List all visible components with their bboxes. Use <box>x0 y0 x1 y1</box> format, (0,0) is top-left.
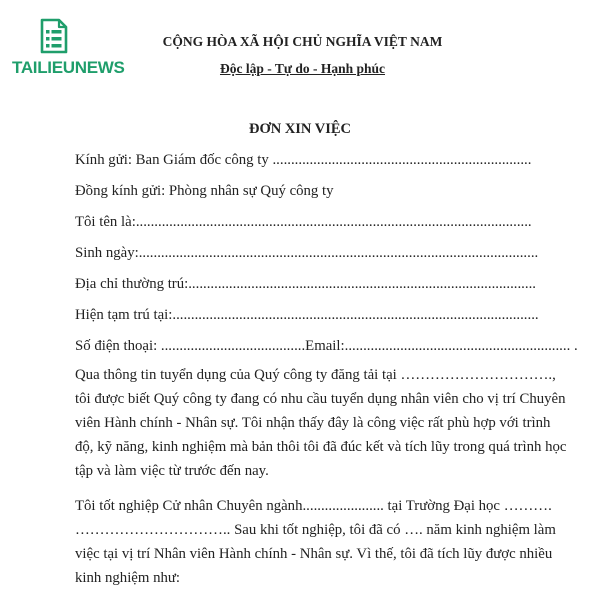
document-title: ĐƠN XIN VIỆC <box>248 121 352 137</box>
logo-text: TAILIEUNEWS <box>12 58 125 77</box>
field-sinh-ngay: Sinh ngày:............................................................................................................ <box>75 245 539 261</box>
paragraph-line: kinh nghiệm như: <box>75 570 181 586</box>
paragraph-line: tôi được biết Quý công ty đang có nhu cầu tuyển dụng nhân viên cho vị trí Chuyên <box>75 391 566 407</box>
paragraph-line: tập và làm việc từ trước đến nay. <box>75 463 269 479</box>
field-dong-kinh-gui: Đồng kính gửi: Phòng nhân sự Quý công ty <box>75 183 334 199</box>
motto-heading: Độc lập - Tự do - Hạnh phúc <box>219 61 386 76</box>
logo <box>4 12 125 78</box>
paragraph-line: việc tại vị trí Nhân viên Hành chính - Nhân sự. Vì thế, tôi đã tích lũy được nhiều <box>75 546 553 562</box>
paragraph-line: viên Hành chính - Nhân sự. Tôi nhận thấy đây là công việc rất phù hợp với trình <box>75 415 551 431</box>
paragraph-line: ………………………….. Sau khi tốt nghiệp, tôi đã có …. năm kinh nghiệm làm <box>75 522 556 538</box>
paragraph-line: Qua thông tin tuyển dụng của Quý công ty đăng tải tại …………………………., <box>75 367 556 383</box>
paragraph-line: Tôi tốt nghiệp Cử nhân Chuyên ngành...................... tại Trường Đại học ………. <box>75 498 552 514</box>
field-dia-chi: Địa chỉ thường trú:.............................................................................................. <box>75 276 536 292</box>
field-tam-tru: Hiện tạm trú tại:................................................................................................... <box>75 307 539 323</box>
field-ten: Tôi tên là:........................................................................................................... <box>75 214 532 230</box>
nation-heading: CỘNG HÒA XÃ HỘI CHỦ NGHĨA VIỆT NAM <box>162 34 443 49</box>
field-dien-thoai: Số điện thoại: .......................................Email:............................................................. . <box>75 338 578 354</box>
document-list-icon <box>40 18 68 54</box>
field-kinh-gui: Kính gửi: Ban Giám đốc công ty ...................................................................... <box>75 152 532 168</box>
paragraph-line: độ, kỹ năng, kinh nghiệm mà bản thôi tôi đã đúc kết và tích lũy trong quá trình học <box>75 439 567 455</box>
